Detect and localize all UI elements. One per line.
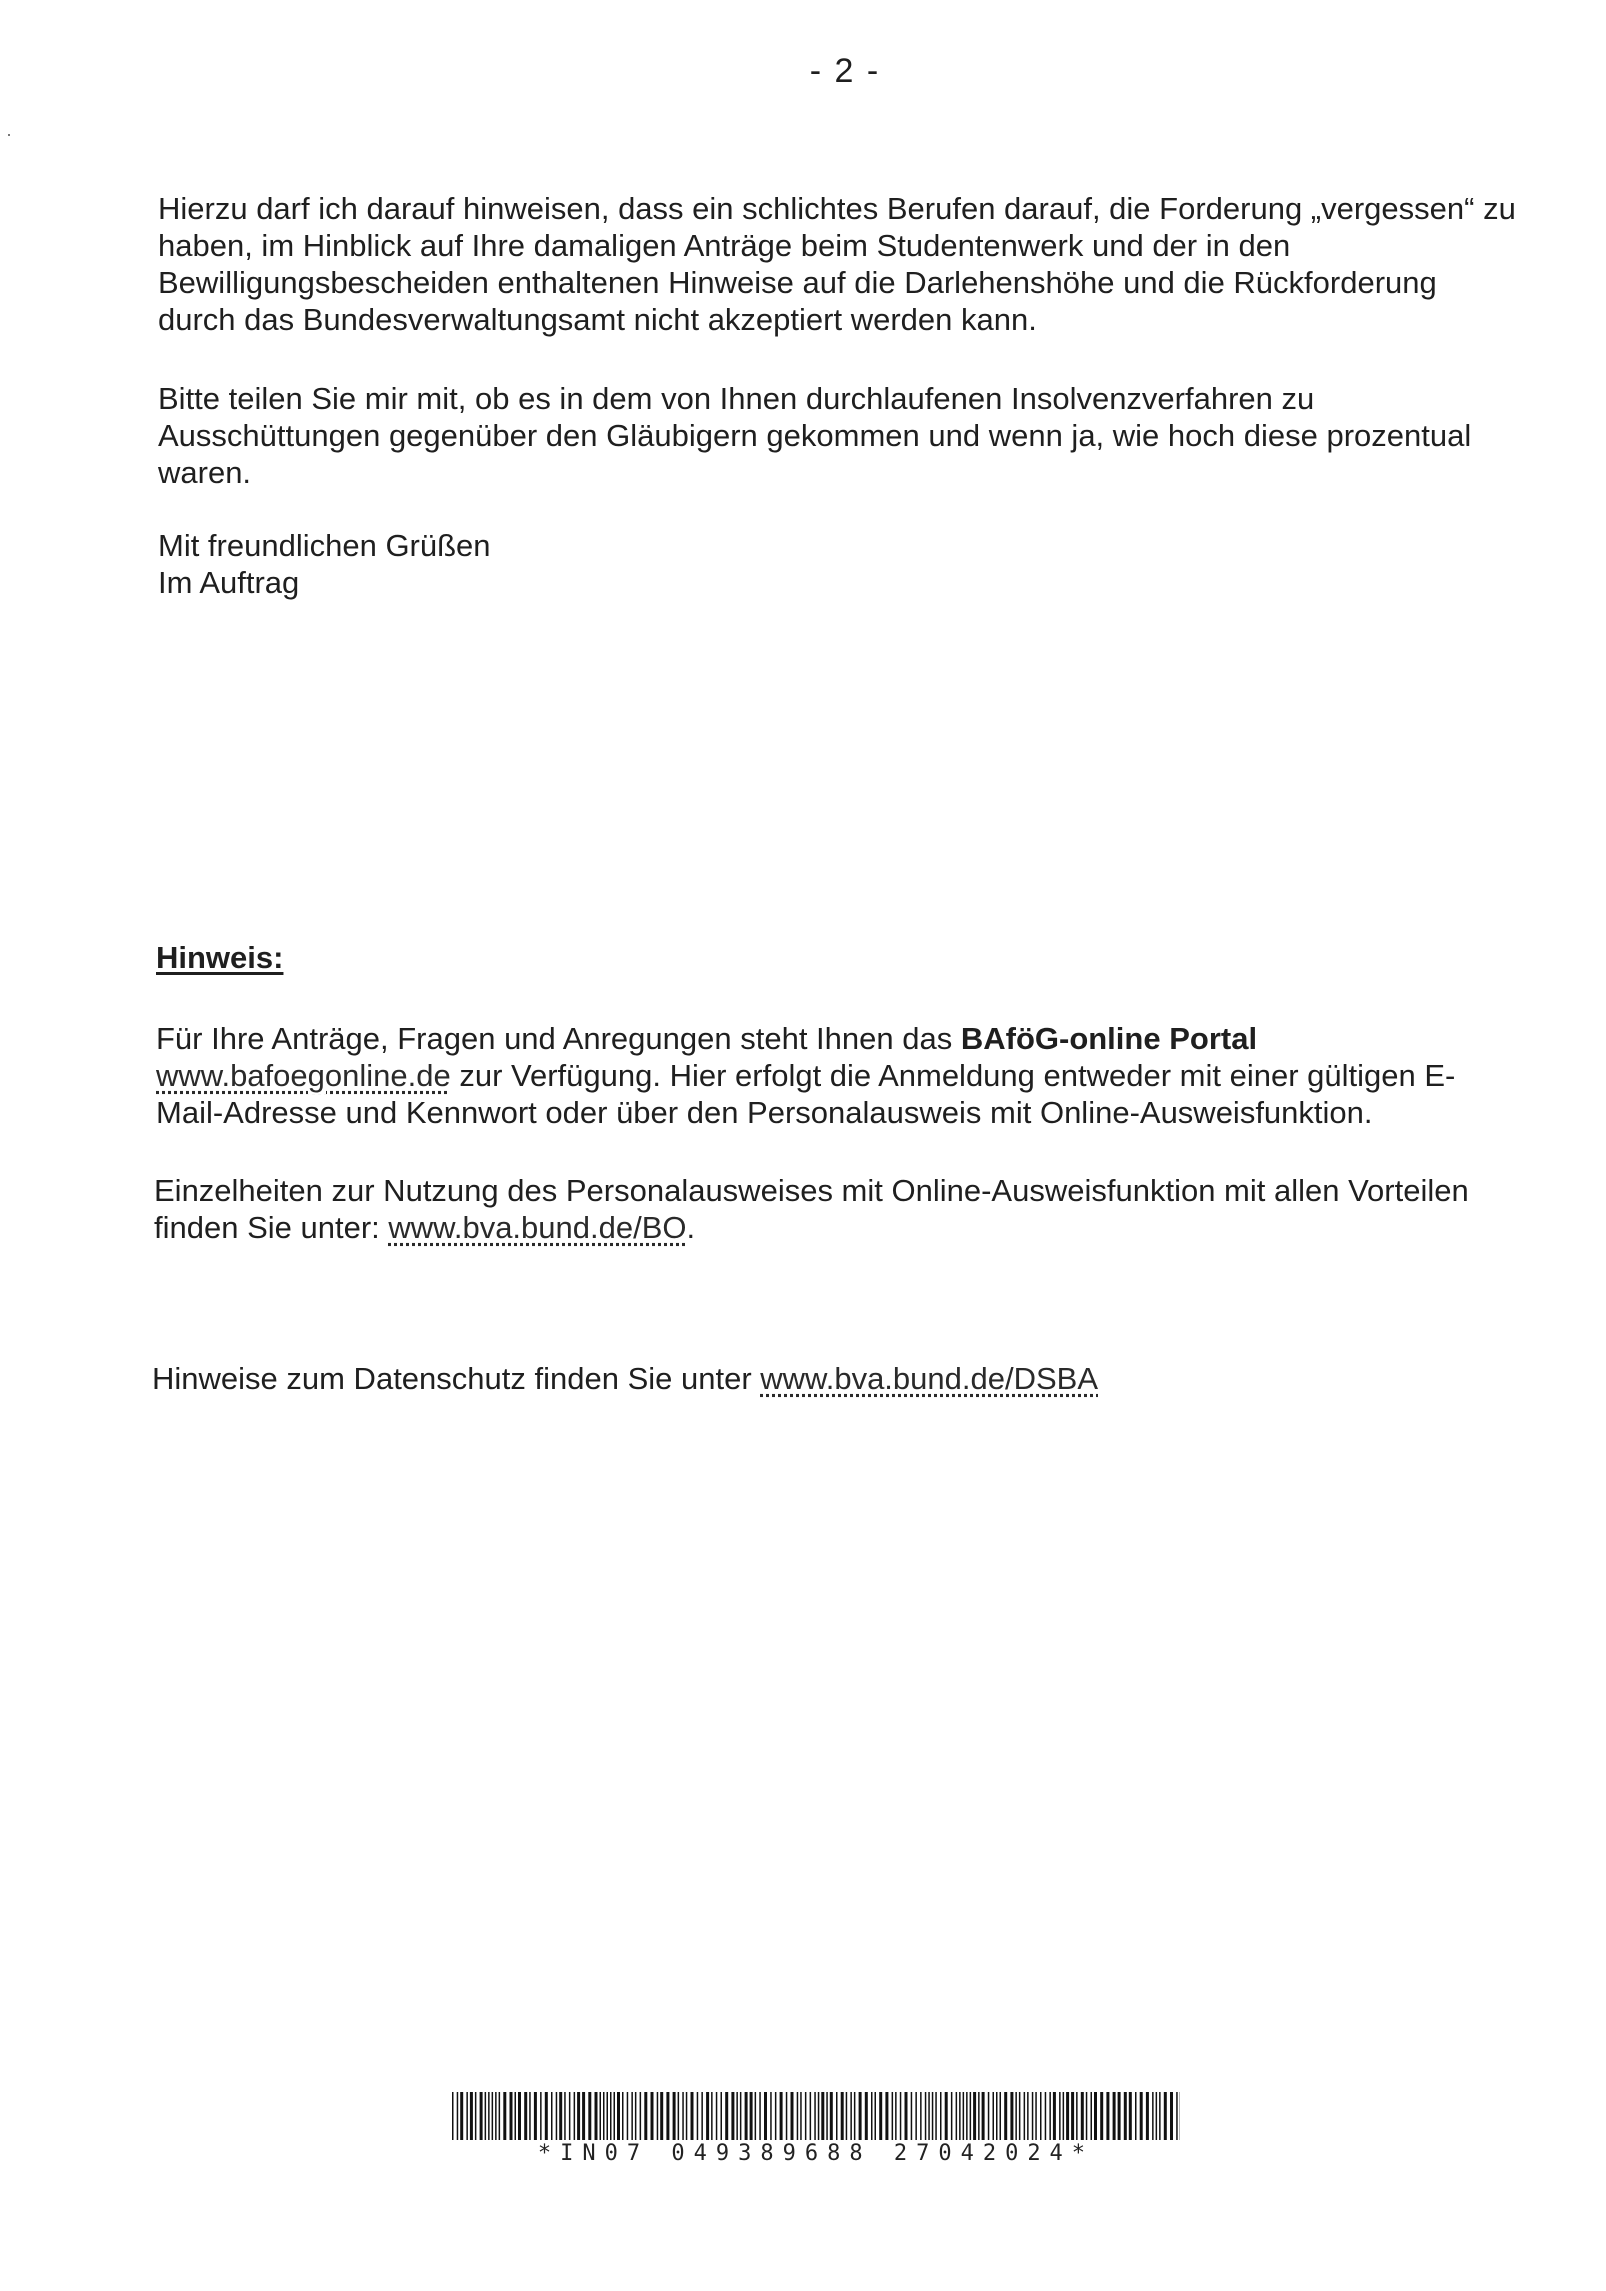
portal-name: BAföG-online Portal: [960, 1021, 1258, 1056]
paragraph-online-ausweis: [154, 1172, 1514, 1246]
paragraph-hinweis-vergessen: Hierzu darf ich darauf hinweisen, dass ein schlichtes Berufen darauf, die Forderung „vergessen“ zu haben, im Hinblick auf Ihre damaligen Anträge beim Studentenwerk und der in den Bewilligungsbescheiden enthaltenen Hinweise auf die Darlehenshöhe und die Rückforderung durch das Bundesverwaltungsamt nicht akzeptiert werden kann.: [158, 191, 1516, 337]
ausweis-end-text: .: [686, 1210, 696, 1245]
closing-greeting: Mit freundlichen Grüßen: [158, 528, 491, 563]
barcode-text: *IN07 049389688 27042024*: [537, 2141, 1095, 2166]
portal-intro-text: Für Ihre Anträge, Fragen und Anregungen steht Ihnen das: [156, 1021, 961, 1056]
ausweis-intro-text: Einzelheiten zur Nutzung des Personalausweises mit Online-Ausweisfunktion mit allen Vorteilen finden Sie unter:: [154, 1173, 1469, 1245]
closing-block: [158, 527, 1518, 601]
barcode: [452, 2092, 1180, 2140]
portal-rest-text: zur Verfügung. Hier erfolgt die Anmeldung entweder mit einer gültigen E-Mail-Adresse und Kennwort oder über den Personalausweis mit Online-Ausweisfunktion.: [156, 1058, 1456, 1130]
paragraph-bafoeg-portal: [156, 1020, 1516, 1131]
scan-speck: [8, 134, 10, 136]
bafoegonline-link[interactable]: www.bafoegonline.de: [156, 1058, 451, 1093]
paragraph-insolvenz-frage: Bitte teilen Sie mir mit, ob es in dem von Ihnen durchlaufenen Insolvenzverfahren zu Ausschüttungen gegenüber den Gläubigern gekommen und wenn ja, wie hoch diese prozentual waren.: [158, 381, 1472, 490]
bva-dsba-link[interactable]: www.bva.bund.de/DSBA: [760, 1361, 1099, 1396]
datenschutz-intro-text: Hinweise zum Datenschutz finden Sie unter: [152, 1361, 761, 1396]
bva-bo-link[interactable]: www.bva.bund.de/BO: [388, 1210, 687, 1245]
page-number: - 2 -: [809, 52, 881, 90]
paragraph-datenschutz: [152, 1360, 1512, 1397]
hinweis-heading: Hinweis:: [156, 940, 284, 975]
closing-signoff: Im Auftrag: [158, 565, 300, 600]
